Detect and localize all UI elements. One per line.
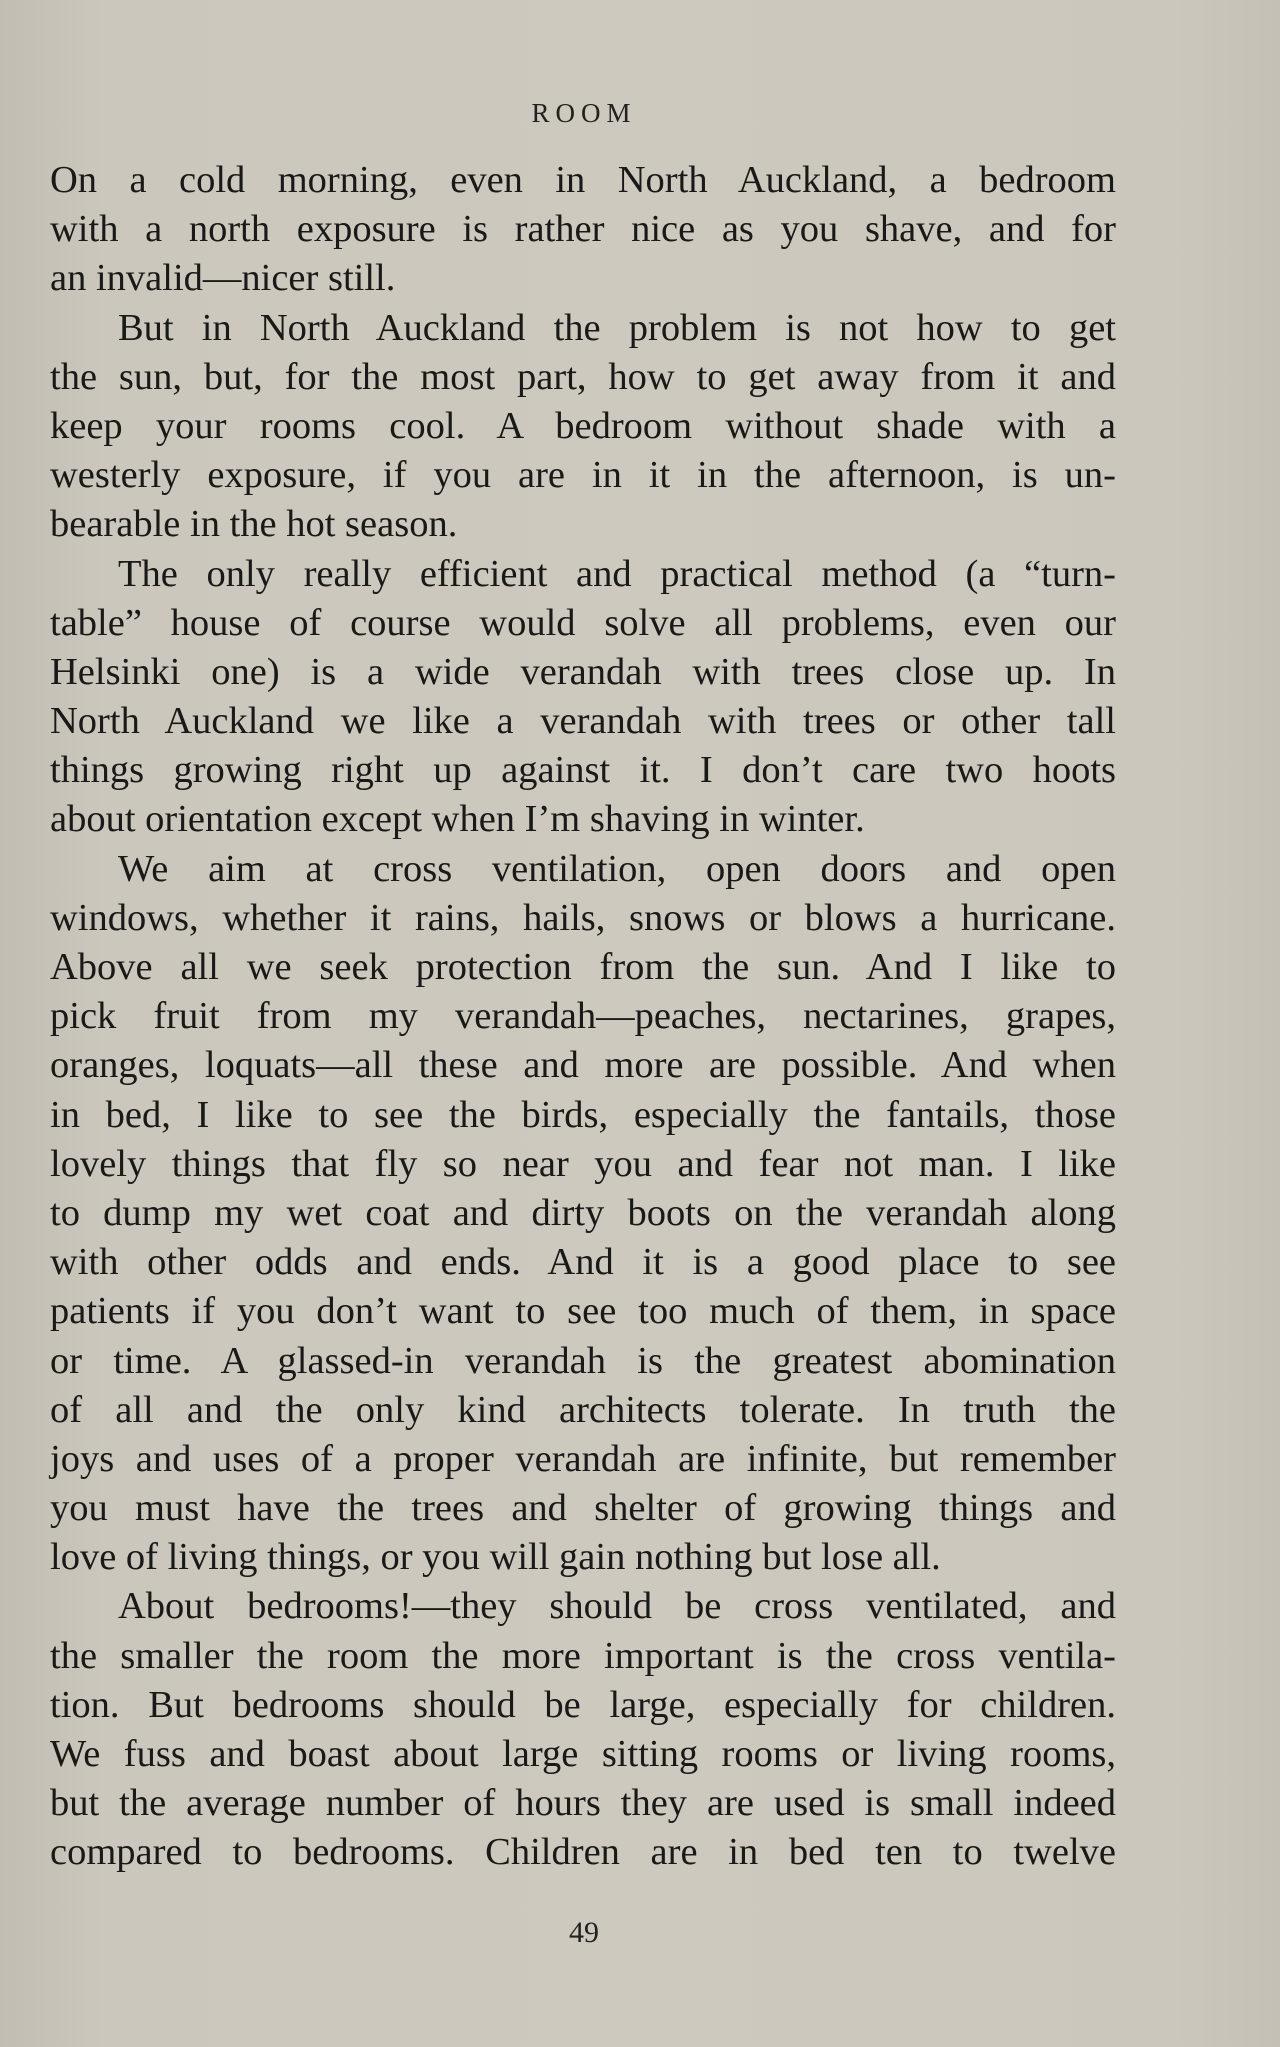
text-line: in bed, I like to see the birds, especially the fantails, those [50, 1093, 1116, 1136]
text-line: On a cold morning, even in North Auckland, a bedroom [50, 159, 1116, 201]
text-line: table” house of course would solve all problems, even our [50, 601, 1116, 644]
text-line: We fuss and boast about large sitting rooms or living rooms, [50, 1733, 1116, 1775]
text-line: patients if you don’t want to see too much of them, in space [50, 1290, 1116, 1333]
text-line: oranges, loquats—all these and more are possible. And when [50, 1044, 1116, 1087]
paragraph-3 [50, 550, 1116, 845]
text-line: tion. But bedrooms should be large, especially for children. [50, 1683, 1116, 1726]
text-line: bearable in the hot season. [50, 503, 458, 546]
text-line: or time. A glassed-in verandah is the greatest abomination [50, 1339, 1116, 1382]
page-number: 49 [569, 1916, 599, 1949]
text-line: We aim at cross ventilation, open doors and open [118, 847, 1116, 890]
text-line: of all and the only kind architects tolerate. In truth the [50, 1388, 1116, 1431]
text-line: lovely things that fly so near you and fear not man. I like [50, 1142, 1116, 1185]
text-line: the sun, but, for the most part, how to get away from it and [50, 355, 1116, 398]
running-header: ROOM [531, 98, 637, 128]
text-line: westerly exposure, if you are in it in the afternoon, is un- [50, 454, 1116, 497]
text-line: the smaller the room the more important is the cross ventila- [50, 1634, 1116, 1677]
text-line: things growing right up against it. I don’t care two hoots [50, 749, 1116, 792]
text-line: joys and uses of a proper verandah are infinite, but remember [50, 1437, 1116, 1480]
paragraph-2 [50, 304, 1116, 550]
paragraph-5 [50, 1582, 1116, 1877]
text-line: Above all we seek protection from the sun. And I like to [50, 946, 1116, 988]
text-line: compared to bedrooms. Children are in bed ten to twelve [50, 1831, 1116, 1874]
paragraph-4 [50, 845, 1116, 1583]
text-line: about orientation except when I’m shaving in winter. [50, 798, 865, 841]
text-line: pick fruit from my verandah—peaches, nectarines, grapes, [50, 995, 1116, 1038]
text-line: But in North Auckland the problem is not how to get [118, 306, 1116, 349]
paragraph-1 [50, 156, 1116, 304]
text-line: but the average number of hours they are used is small indeed [50, 1782, 1116, 1825]
text-line: love of living things, or you will gain nothing but lose all. [50, 1536, 941, 1579]
text-line: with a north exposure is rather nice as you shave, and for [50, 208, 1116, 251]
text-line: to dump my wet coat and dirty boots on the verandah along [50, 1191, 1116, 1234]
text-line: North Auckland we like a verandah with trees or other tall [50, 700, 1116, 743]
text-line: windows, whether it rains, hails, snows or blows a hurricane. [50, 896, 1116, 939]
text-line: with other odds and ends. And it is a good place to see [50, 1241, 1116, 1284]
text-line: Helsinki one) is a wide verandah with trees close up. In [50, 650, 1116, 693]
text-line: an invalid—nicer still. [50, 257, 396, 300]
text-line: About bedrooms!—they should be cross ventilated, and [118, 1585, 1116, 1628]
body-text [50, 156, 1116, 1878]
text-line: The only really efficient and practical method (a “turn- [118, 552, 1116, 595]
text-line: keep your rooms cool. A bedroom without shade with a [50, 404, 1116, 447]
text-line: you must have the trees and shelter of growing things and [50, 1487, 1116, 1530]
